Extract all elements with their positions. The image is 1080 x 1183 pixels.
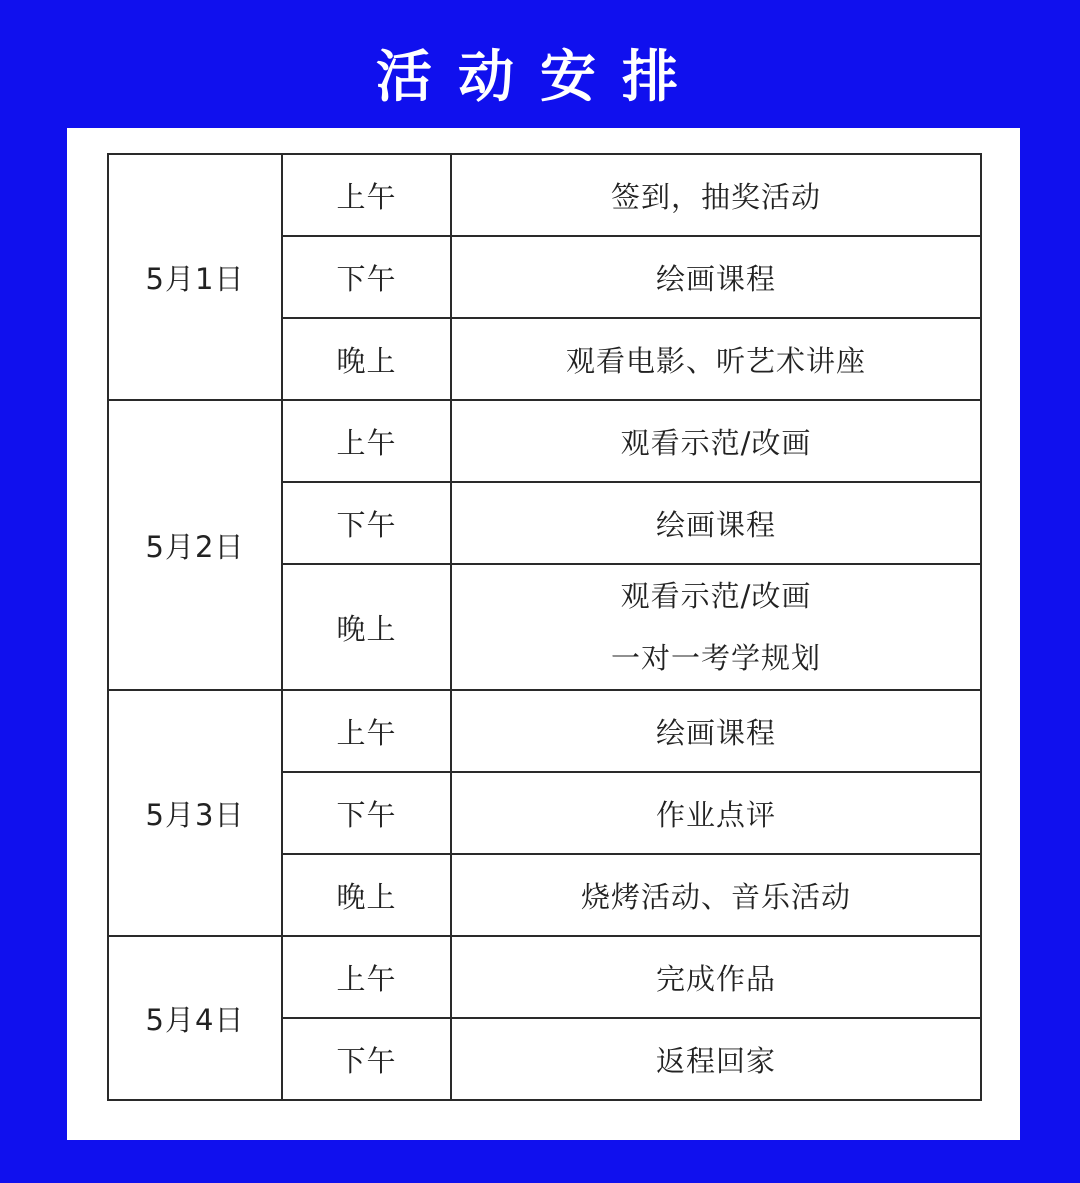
activity-cell: 完成作品 [451,936,981,1018]
table-row [108,154,981,236]
activity-line: 一对一考学规划 [610,641,821,675]
date-cell: 5月4日 [108,936,282,1100]
time-cell: 晚上 [282,318,451,400]
time-cell: 下午 [282,236,451,318]
activity-cell: 绘画课程 [451,482,981,564]
time-cell: 上午 [282,690,451,772]
time-cell: 上午 [282,154,451,236]
activity-cell: 返程回家 [451,1018,981,1100]
time-cell: 下午 [282,1018,451,1100]
activity-cell: 烧烤活动、音乐活动 [451,854,981,936]
date-cell: 5月3日 [108,690,282,936]
schedule-table [107,153,982,1101]
time-cell: 下午 [282,482,451,564]
activity-cell: 绘画课程 [451,236,981,318]
time-cell: 上午 [282,400,451,482]
time-cell: 晚上 [282,564,451,690]
table-row [108,690,981,772]
activity-line: 观看示范/改画 [620,579,812,613]
page-title: 活动安排 [376,45,704,110]
activity-cell: 作业点评 [451,772,981,854]
activity-cell: 观看电影、听艺术讲座 [451,318,981,400]
table-row [108,400,981,482]
time-cell: 上午 [282,936,451,1018]
activity-cell: 观看示范/改画 [451,400,981,482]
time-cell: 下午 [282,772,451,854]
table-row [108,936,981,1018]
activity-cell [451,564,981,690]
date-cell: 5月1日 [108,154,282,400]
activity-cell: 绘画课程 [451,690,981,772]
activity-cell: 签到，抽奖活动 [451,154,981,236]
date-cell: 5月2日 [108,400,282,690]
time-cell: 晚上 [282,854,451,936]
